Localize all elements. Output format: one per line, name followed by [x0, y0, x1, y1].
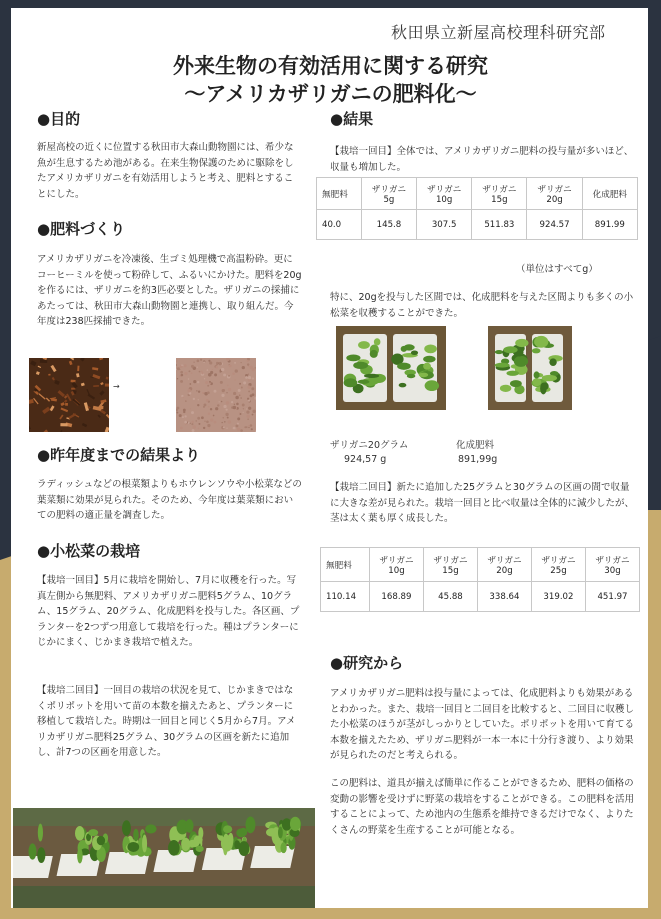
- table1-header-cell: ザリガニ 20g: [527, 178, 582, 210]
- cultivation-text-first: 【栽培一回目】5月に栽培を開始し、7月に収穫を行った。写真左側から無肥料、アメリカザリガニ肥料5グラム、10グラム、15グラム、20グラム、化成肥料を投与した。各区画、プランターを2つずつ用意して栽培を行った。種はプランターにじかにまく、じかまき栽培で植えた。: [37, 575, 300, 648]
- process-arrow: →: [113, 382, 120, 391]
- results-text-first: 【栽培一回目】全体では、アメリカザリガニ肥料の投与量が多いほど、収量も増加した。: [330, 146, 634, 173]
- powdered-fertilizer-photo: [176, 358, 256, 432]
- table1-value-cell: 511.83: [472, 210, 527, 240]
- table1-value-cell: 891.99: [582, 210, 637, 240]
- table2-value-cell: 338.64: [477, 582, 531, 612]
- table2-header-cell: 無肥料: [321, 548, 370, 582]
- table1-value-cell: 145.8: [361, 210, 416, 240]
- results-heading: ●結果: [330, 110, 374, 128]
- table1-header-cell: ザリガニ 5g: [361, 178, 416, 210]
- poster-title: 外来生物の有効活用に関する研究: [173, 54, 488, 78]
- table2-header-cell: ザリガニ 25g: [531, 548, 585, 582]
- photo-right-label: 化成肥料: [456, 440, 495, 451]
- planters-photo: [13, 808, 315, 908]
- table1-value-cell: 40.0: [317, 210, 362, 240]
- organization-name: 秋田県立新屋高校理科研究部: [391, 23, 606, 42]
- cultivation-text-second: 【栽培二回目】一回目の栽培の状況を見て、じかまきではなくポリポットを用いて苗の本数を揃えたあと、プランターに移植して栽培した。時期は一回目と同じく5月から7月。アメリカザリガニ肥料25グラム、30グラムの区画を新たに追加し、計7つの区画を用意した。: [37, 685, 296, 758]
- conclusion-text-second: この肥料は、道具が揃えば簡単に作ることができるため、肥料の価格の変動の影響を受けずに野菜の栽培をすることができる。この肥料を活用することによって、ため池内の生態系を維持できるだけでなく、よりたくさんの野菜を生産することが可能となる。: [330, 778, 635, 836]
- results-text-third: 【栽培二回目】新たに追加した25グラムと30グラムの区画の間で収量に大きな差が見られた。栽培一回目と比べ収量は全体的に減少したが、茎は太く葉も厚く成長した。: [330, 482, 635, 524]
- purpose-text: 新屋高校の近くに位置する秋田市大森山動物園には、希少な魚が生息するため池がある。在来生物保護のために駆除をしたアメリカザリガニを有効活用しようと考え、肥料とすることにした。: [37, 142, 294, 200]
- table2-value-cell: 45.88: [423, 582, 477, 612]
- previous-results-heading: ●昨年度までの結果より: [37, 446, 201, 464]
- results-table-first: [316, 177, 638, 240]
- results-table-second: [320, 547, 640, 612]
- table1-value-cell: 924.57: [527, 210, 582, 240]
- table1-header-cell: 化成肥料: [582, 178, 637, 210]
- photo-left-value: 924,57 g: [344, 454, 387, 465]
- crushed-crayfish-photo: [29, 358, 109, 432]
- cultivation-heading: ●小松菜の栽培: [37, 542, 141, 560]
- photo-right-value: 891,99g: [458, 454, 498, 465]
- fertilizer-text: アメリカザリガニを冷凍後、生ゴミ処理機で高温粉砕。更にコーヒーミルを使って粉砕して、ふるいにかけた。肥料を20gを作るには、ザリガニを約3匹必要とした。ザリガニの採捕にあたっては、秋田市大森山動物園と連携し、取り組んだ。今年度は238匹採捕できた。: [37, 254, 302, 327]
- table2-header-cell: ザリガニ 15g: [423, 548, 477, 582]
- table2-header-cell: ザリガニ 20g: [477, 548, 531, 582]
- table2-value-cell: 451.97: [585, 582, 639, 612]
- unit-note: （単位はすべてg）: [516, 264, 598, 275]
- komatsuna-chemical-photo: [488, 326, 572, 410]
- poster-subtitle: ～アメリカザリガニの肥料化～: [184, 82, 477, 106]
- table2-header-cell: ザリガニ 30g: [585, 548, 639, 582]
- purpose-heading: ●目的: [37, 110, 81, 128]
- photo-left-label: ザリガニ20グラム: [330, 440, 409, 451]
- table1-header-cell: ザリガニ 15g: [472, 178, 527, 210]
- conclusion-text-first: アメリカザリガニ肥料は投与量によっては、化成肥料よりも効果があるとわかった。また、栽培一回目と二回目を比較すると、二回目に収穫した小松菜のほうが茎がしっかりとしていた。ポリポットを用いて育てる本数を揃えたため、ザリガニ肥料が一本一本に十分行き渡り、より効果が見られたのだと考えられる。: [330, 688, 635, 761]
- table2-value-cell: 319.02: [531, 582, 585, 612]
- komatsuna-20g-photo: [336, 326, 446, 410]
- conclusion-heading: ●研究から: [330, 654, 404, 672]
- table2-value-cell: 168.89: [369, 582, 423, 612]
- table1-header-cell: 無肥料: [317, 178, 362, 210]
- table2-header-cell: ザリガニ 10g: [369, 548, 423, 582]
- fertilizer-heading: ●肥料づくり: [37, 220, 126, 238]
- table1-value-cell: 307.5: [417, 210, 472, 240]
- results-text-second: 特に、20gを投与した区間では、化成肥料を与えた区間よりも多くの小松菜を収穫することができた。: [330, 292, 634, 319]
- table1-header-cell: ザリガニ 10g: [417, 178, 472, 210]
- previous-results-text: ラディッシュなどの根菜類よりもホウレンソウや小松菜などの葉菜類に効果が見られた。そのため、今年度は葉菜類においての肥料の適正量を調査した。: [37, 479, 302, 521]
- table2-value-cell: 110.14: [321, 582, 370, 612]
